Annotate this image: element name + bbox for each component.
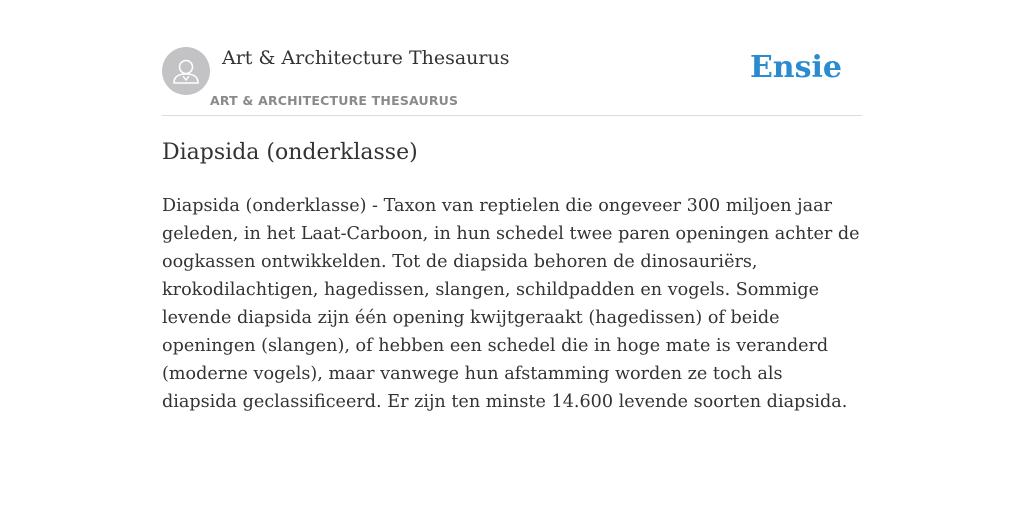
article-card — [162, 44, 862, 412]
author-subtitle: ART & ARCHITECTURE THESAURUS — [210, 93, 459, 108]
page-title: Diapsida (onderklasse) — [162, 140, 418, 165]
author-name-link[interactable]: Art & Architecture Thesaurus — [222, 47, 510, 69]
user-icon — [162, 47, 210, 95]
article-header — [162, 44, 862, 116]
article-body: Diapsida (onderklasse) - Taxon van reptielen die ongeveer 300 miljoen jaar geleden, in het Laat-Carboon, in hun schedel twee paren openingen achter de oogkassen ontwikkelden. Tot de diapsida behoren de dinosauriërs, krokodilachtigen, hagedissen, slangen, schildpadden en vogels. Sommige levende diapsida zijn één opening kwijtgeraakt (hagedissen) of beide openingen (slangen), of hebben een schedel die in hoge mate is veranderd (moderne vogels), maar vanwege hun afstamming worden ze toch als diapsida geclassificeerd. Er zijn ten minste 14.600 levende soorten diapsida. — [162, 196, 860, 412]
ensie-logo[interactable]: Ensie — [749, 50, 842, 85]
author-avatar[interactable] — [162, 47, 210, 95]
